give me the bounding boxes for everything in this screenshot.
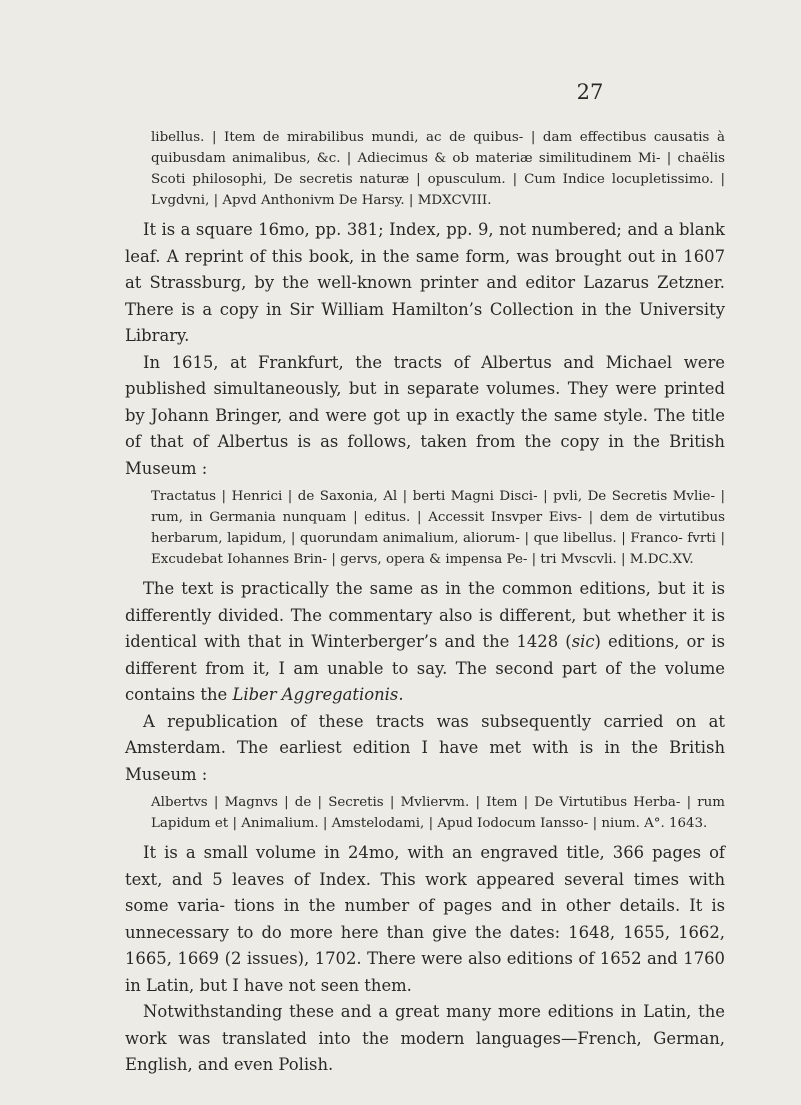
paragraph-24mo-volume: It is a small volume in 24mo, with an engraved title, 366 pages of text, and 5 leaves of Index. This work appeared several times with some varia- tions in the number of pages and in other details. It is unnecessary to do more here than give the dates: 1648, 1655, 1662, 1665, 1669 (2 issues), 1702. There were also editions of 1652 and 1760 in Latin, but I have not seen them. xyxy=(125,843,725,995)
bibliographic-citation-frankfurt: Tractatus | Henrici | de Saxonia, Al | berti Magni Disci- | pvli, De Secretis Mvlie- | rum, in Germania nunquam | editus. | Accessit Insvper Eivs- | dem de virtutibus herbarum, lapidum, | quorundam animalium, aliorum- | que libellus. | Franco- fvrti | Excudebat Iohannes Brin- | gervs, opera & impensa Pe- | tri Mvscvli. | M.DC.XV. xyxy=(151,489,725,567)
paragraph-text-practically-same xyxy=(125,576,725,709)
bibliographic-citation-lyon: libellus. | Item de mirabilibus mundi, ac de quibus- | dam effectibus causatis à quibusdam animalibus, &c. | Adiecimus & ob materiæ similitudinem Mi- | chaëlis Scoti philosophi, De secretis naturæ | opusculum. | Cum Indice locupletissimo. | Lvgdvni, | Apvd Anthonivm De Harsy. | MDXCVIII. xyxy=(151,130,725,208)
paragraph-text-part-2: ) editions, or is different from it, I am unable to say. The second part of the volume contains the xyxy=(125,632,725,704)
page-number: 27 xyxy=(576,80,604,104)
paragraph-square-16mo: It is a square 16mo, pp. 381; Index, pp. 9, not numbered; and a blank leaf. A reprint of this book, in the same form, was brought out in 1607 at Strassburg, by the well-known printer and editor Lazarus Zetzner. There is a copy in Sir William Hamilton’s Collection in the University Library. xyxy=(125,220,725,345)
paragraph-translations: Notwithstanding these and a great many more editions in Latin, the work was translated into the modern languages—French, German, English, and even Polish. xyxy=(125,1002,725,1074)
paragraph-text-part-1: The text is practically the same as in the common editions, but it is differently divided. The commentary also is different, but whether it is identical with that in Winterberger’s and the 1428 ( xyxy=(125,579,725,651)
sic-italic: sic xyxy=(571,632,595,651)
paragraph-amsterdam-republication: A republication of these tracts was subsequently carried on at Amsterdam. The earliest edition I have met with is in the British Museum : xyxy=(125,711,725,784)
paragraph-frankfurt-1615: In 1615, at Frankfurt, the tracts of Albertus and Michael were published simultaneously, but in separate volumes. They were printed by Johann Bringer, and were got up in exactly the same style. The title of that of Albertus is as follows, taken from the copy in the British Museum : xyxy=(125,352,725,478)
bibliographic-citation-amsterdam: Albertvs | Magnvs | de | Secretis | Mvliervm. | Item | De Virtutibus Herba- | rum Lapidum et | Animalium. | Amstelodami, | Apud Iodocum Iansso- | nium. A°. 1643. xyxy=(151,795,725,831)
liber-aggregationis-italic: Liber Aggregationis. xyxy=(232,685,404,704)
page-content xyxy=(125,127,725,1079)
